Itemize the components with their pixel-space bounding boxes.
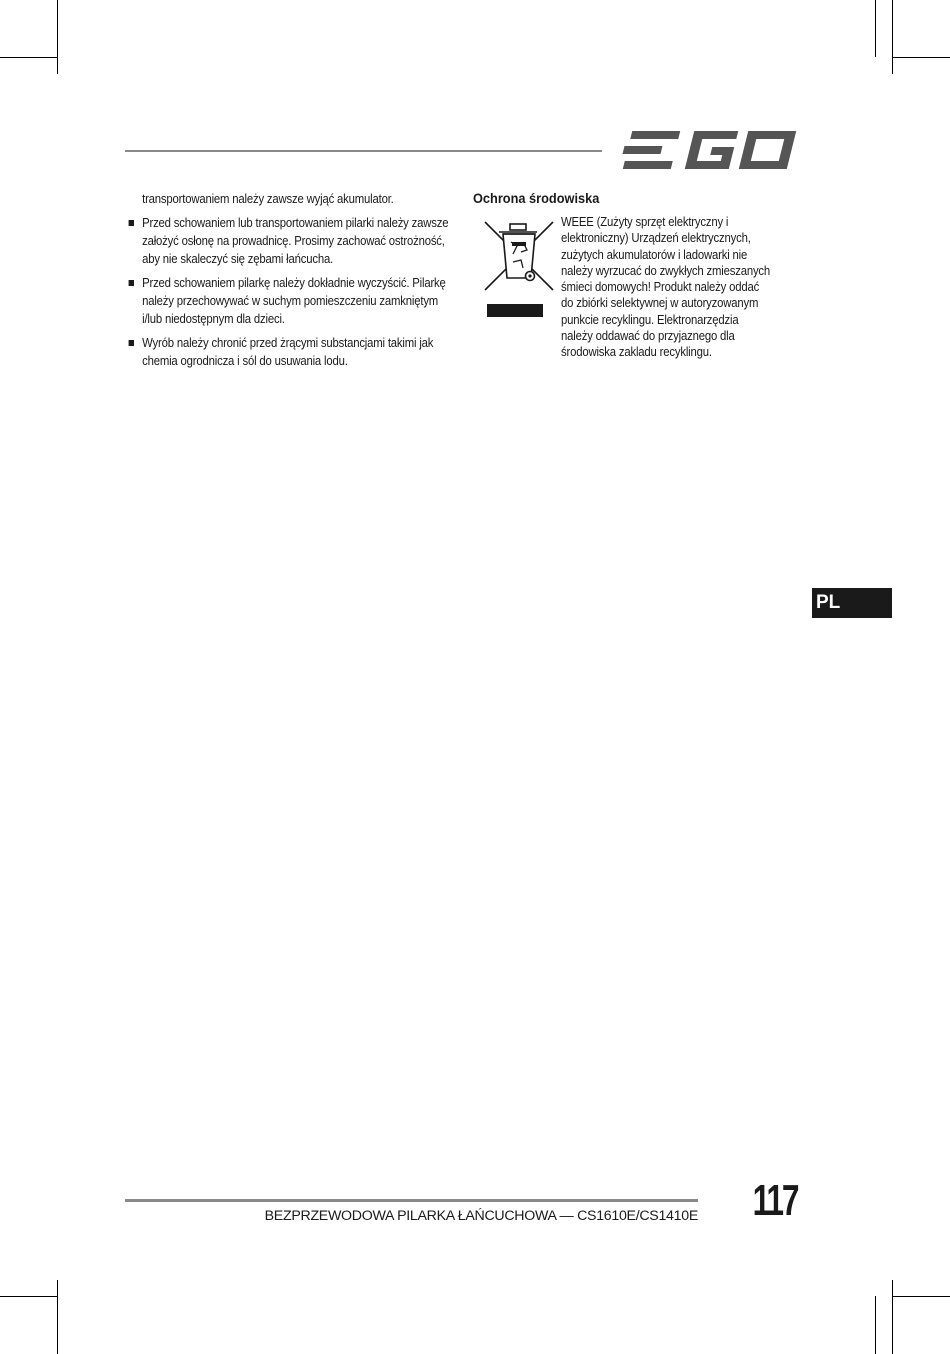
- weee-line: do zbiórki selektywnej w autoryzowanym: [561, 296, 759, 311]
- crop-mark: [0, 1296, 57, 1297]
- crop-mark: [892, 1296, 950, 1297]
- footer-rule: [125, 1199, 698, 1202]
- weee-line: elektroniczny) Urządzeń elektrycznych,: [561, 231, 751, 246]
- crop-mark: [892, 0, 893, 74]
- bullet-square-icon: [129, 340, 134, 346]
- ego-logo: [617, 128, 801, 172]
- bullet-text: Przed schowaniem pilarkę należy dokładnie wyczyścić. Pilarkę należy przechowywać w suchym pomieszczeniu zamkniętym i/lub niedostępnym dla dzieci.: [142, 276, 446, 326]
- weee-line: należy wyrzucać do zwykłych zmieszanych: [561, 263, 771, 278]
- weee-line: należy oddawać do przyjaznego dla: [561, 329, 735, 344]
- header-rule: [125, 150, 602, 152]
- weee-line: środowiska zakladu recyklingu.: [561, 345, 712, 360]
- crop-mark: [892, 1280, 893, 1354]
- bullet-square-icon: [129, 220, 134, 226]
- crop-mark: [57, 0, 58, 74]
- weee-section: [473, 214, 803, 394]
- weee-line: śmieci domowych! Produkt należy oddać: [561, 280, 760, 295]
- bullet-square-icon: [129, 280, 134, 286]
- list-item: [125, 274, 455, 328]
- crop-mark: [892, 57, 950, 58]
- language-tab: PL: [812, 588, 892, 618]
- right-column: [473, 190, 803, 394]
- crop-mark: [875, 0, 876, 57]
- crop-mark: [0, 57, 57, 58]
- crop-mark: [875, 1296, 876, 1354]
- weee-line: zużytych akumulatorów i ladowarki nie: [561, 247, 748, 262]
- left-column: [125, 190, 455, 376]
- bullet-text: Przed schowaniem lub transportowaniem pilarki należy zawsze założyć osłonę na prowadnicę. Prosimy zachować ostrożność, aby nie skaleczyć się zębami łańcucha.: [142, 216, 449, 266]
- crossed-bin-icon: [481, 216, 555, 318]
- list-item: [125, 214, 455, 268]
- list-item: [125, 334, 455, 370]
- section-heading: Ochrona środowiska: [473, 191, 600, 207]
- page-number: 117: [752, 1176, 798, 1225]
- weee-line: punkcie recyklingu. Elektronarzędzia: [561, 312, 739, 327]
- bullet-text: Wyrób należy chronić przed żrącymi substancjami takimi jak chemia ogrodnicza i sól do usuwania lodu.: [142, 336, 434, 368]
- continuation-text: transportowaniem należy zawsze wyjąć akumulator.: [142, 192, 394, 206]
- weee-line: WEEE (Zużyty sprzęt elektryczny i: [561, 215, 729, 229]
- weee-description: [561, 214, 786, 361]
- footer-title: BEZPRZEWODOWA PILARKA ŁAŃCUCHOWA — CS1610E/CS1410E: [264, 1208, 698, 1224]
- crop-mark: [57, 1280, 58, 1354]
- bullet-list: [125, 214, 455, 370]
